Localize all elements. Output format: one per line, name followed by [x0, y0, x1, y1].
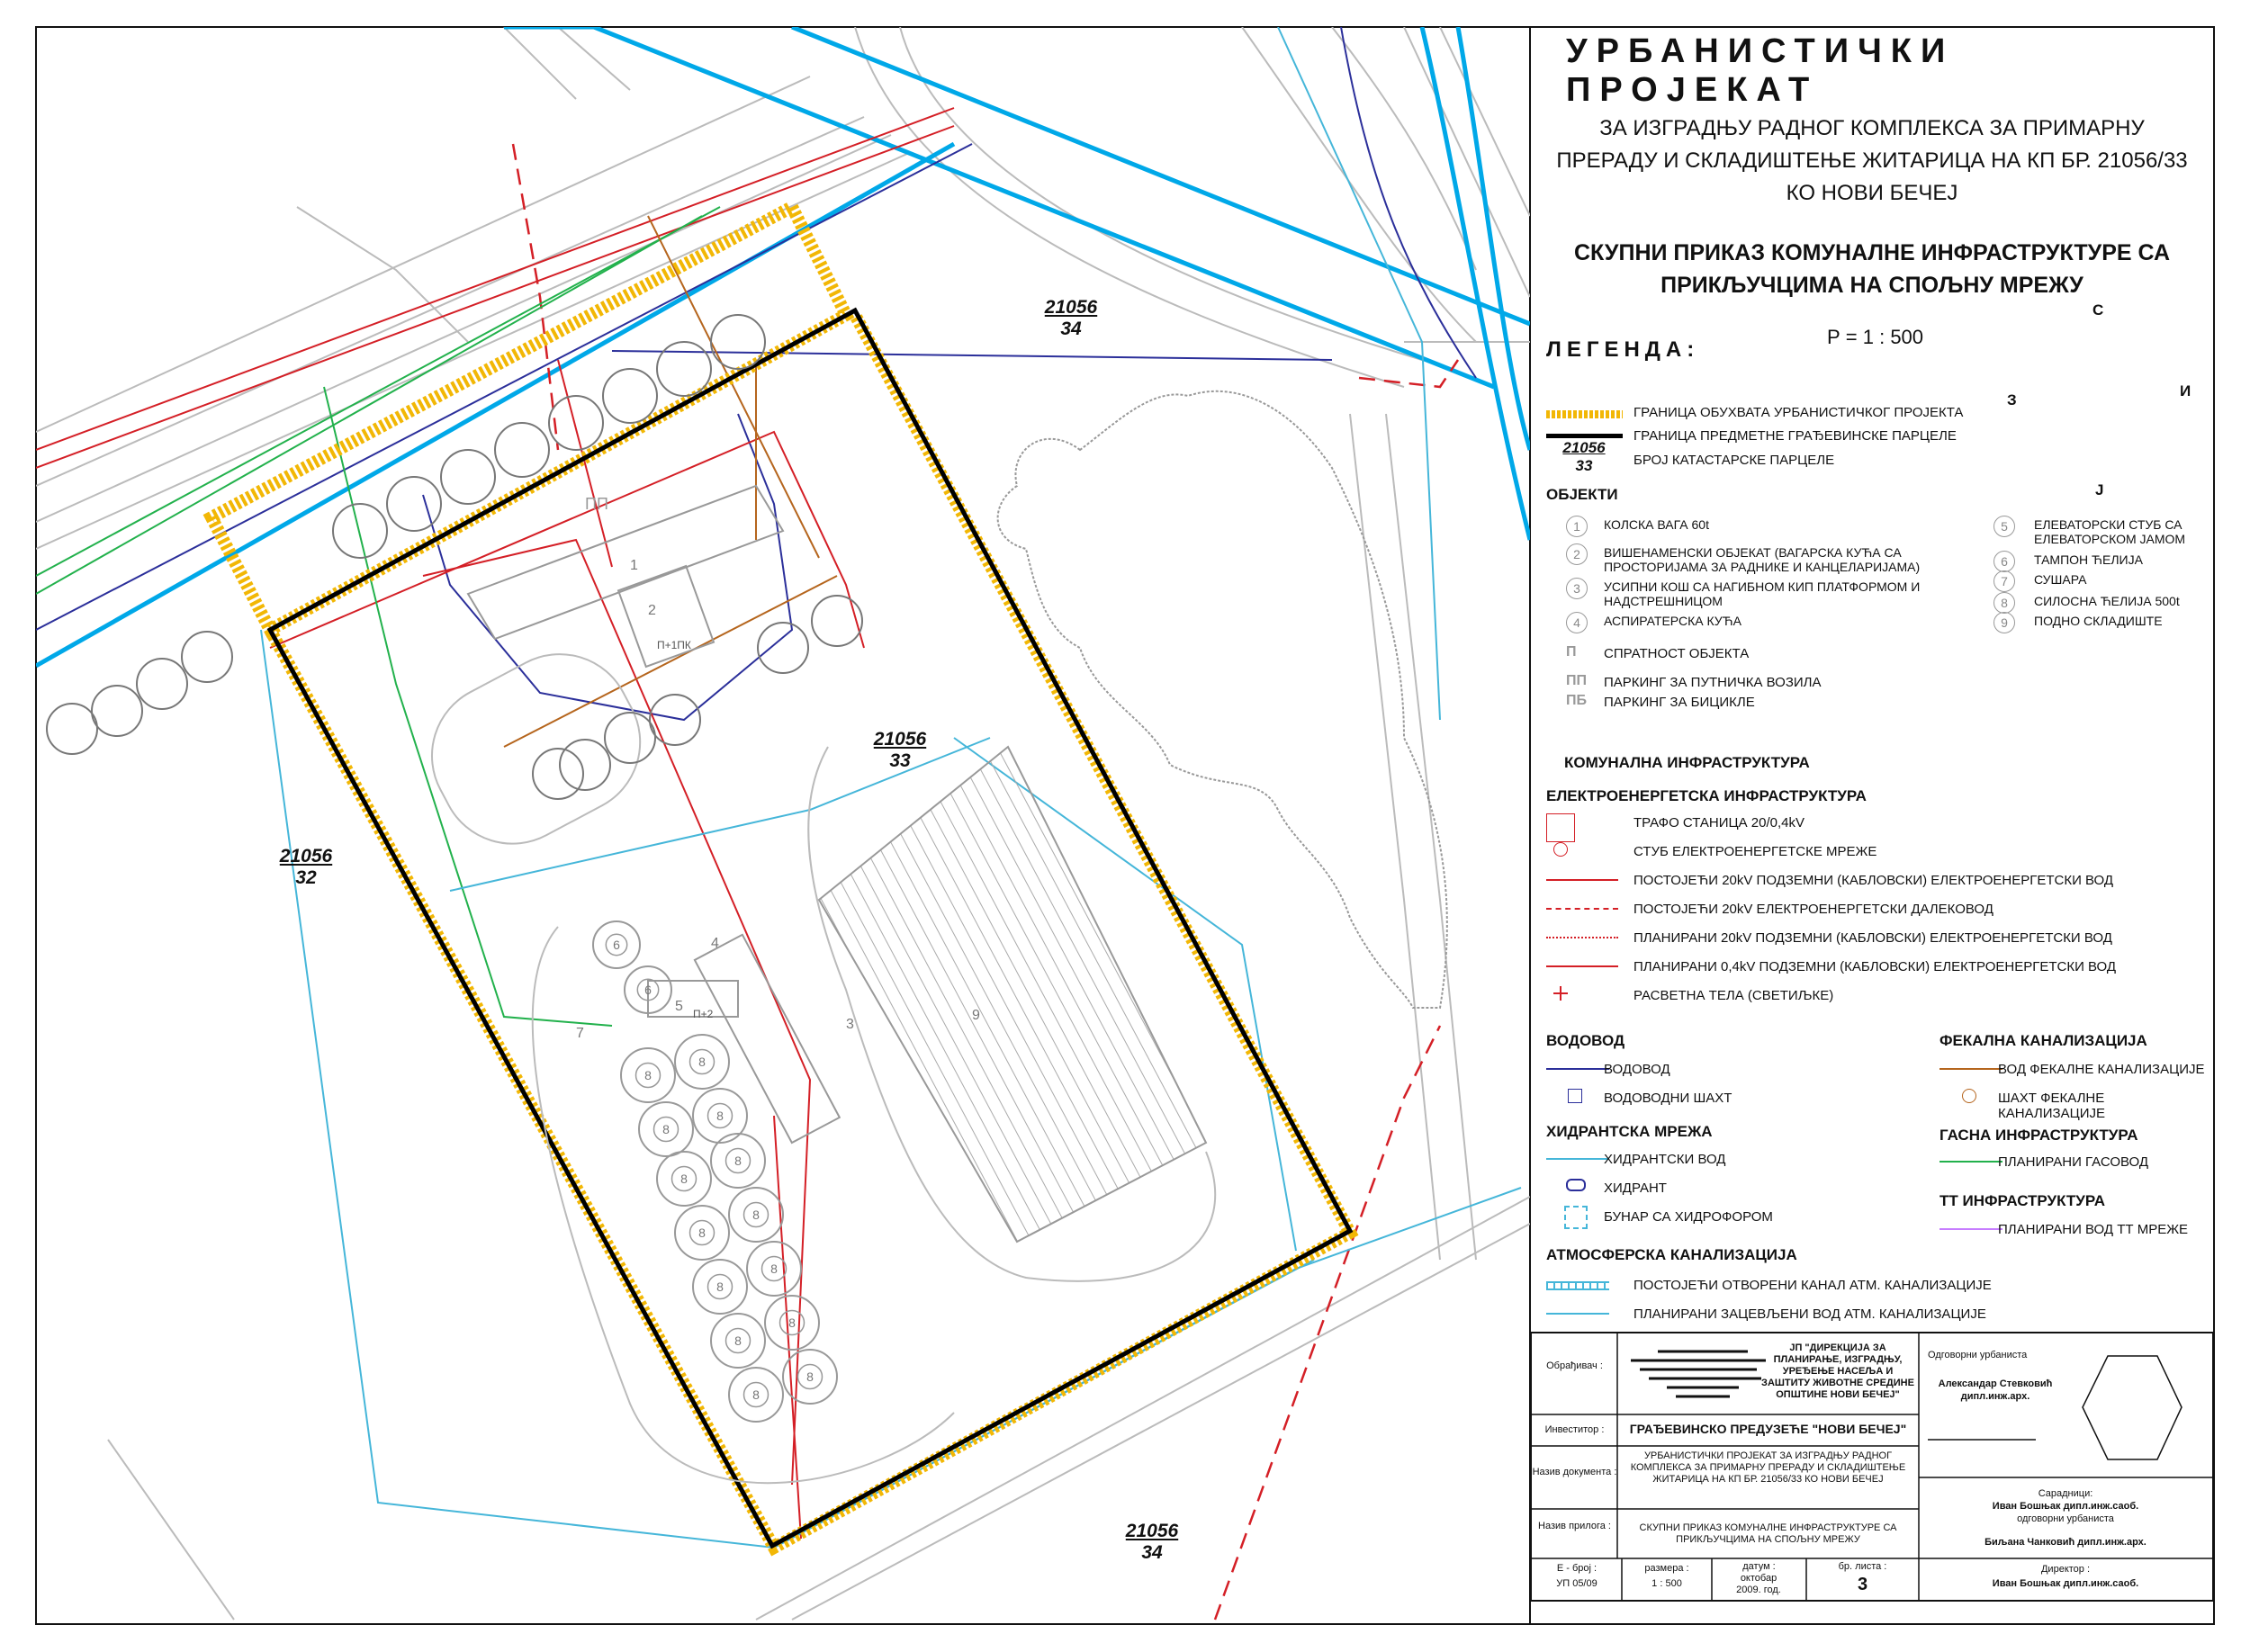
- tb-doc-label: Назив документа :: [1532, 1467, 1617, 1477]
- tb-date-value: октобар 2009. год.: [1736, 1573, 1781, 1595]
- tb-e-value: УП 05/09: [1556, 1578, 1598, 1589]
- silo-number: 8: [698, 1226, 706, 1240]
- parcel-bottom: 34: [1060, 319, 1082, 339]
- infra-heading: КОМУНАЛНА ИНФРАСТРУКТУРА: [1564, 754, 1810, 771]
- object-label: УСИПНИ КОШ СА НАГИБНОМ КИП ПЛАТФОРМОМ И НАДСТРЕШНИЦОМ: [1604, 579, 1921, 608]
- silo-number: 8: [734, 1154, 742, 1168]
- tt-label: ПЛАНИРАНИ ВОД ТТ МРЕЖЕ: [1998, 1222, 2189, 1237]
- storm-label: ПЛАНИРАНИ ЗАЦЕВЉЕНИ ВОД АТМ. КАНАЛИЗАЦИЈЕ: [1634, 1306, 1986, 1322]
- well-icon: [1564, 1206, 1588, 1229]
- silo-number: 8: [716, 1279, 724, 1294]
- parcel-bottom: 32: [295, 867, 317, 888]
- tb-director-name: Иван Бошњак дипл.инж.саоб.: [1992, 1578, 2139, 1589]
- silo-number: 8: [788, 1315, 796, 1330]
- parcel-bottom: 34: [1141, 1542, 1163, 1563]
- plan-title: УРБАНИСТИЧКИ ПРОЈЕКАТ: [1566, 32, 1955, 109]
- object-label: ВИШЕНАМЕНСКИ ОБЈЕКАТ (ВАГАРСКА КУЋА СА ПРОСТОРИЈАМА ЗА РАДНИКЕ И КАНЦЕЛАРИЈАМА): [1604, 545, 1921, 574]
- parcel-top: 21056: [873, 729, 927, 750]
- tb-planner-title: дипл.инж.арх.: [1960, 1391, 2030, 1402]
- subtitle-line: КО НОВИ БЕЧЕЈ: [1786, 181, 1958, 205]
- electric-symbol: [1546, 879, 1618, 881]
- hydrant-lines: [261, 27, 1521, 1548]
- tb-assoc-2: Биљана Чанковић дипл.инж.арх.: [1984, 1537, 2146, 1548]
- tb-planner-label: Одговорни урбаниста: [1928, 1350, 2028, 1360]
- object-number-badge: 7: [1994, 570, 2015, 592]
- misc-label: ПАРКИНГ ЗА ПУТНИЧКА ВОЗИЛА: [1604, 675, 1822, 690]
- tb-sheet-label: бр. листа :: [1838, 1561, 1887, 1572]
- parcel-label-west: [270, 846, 342, 889]
- object-number: 9: [972, 1008, 980, 1023]
- electric-label: ПОСТОЈЕЋИ 20kV ЕЛЕКТРОЕНЕРГЕТСКИ ДАЛЕКОВОД: [1634, 902, 1994, 917]
- silo-number: 8: [698, 1055, 706, 1069]
- electric-symbol: [1553, 842, 1568, 857]
- object-number-badge: 9: [1994, 612, 2015, 633]
- boundary-symbol: [1546, 410, 1623, 418]
- parcel-label-north: [1035, 297, 1107, 340]
- buildings: [468, 486, 1206, 1242]
- sewage-heading: ФЕКАЛНА КАНАЛИЗАЦИЈА: [1940, 1032, 2147, 1049]
- silo-number: 6: [613, 938, 620, 952]
- compass-east: И: [2180, 382, 2192, 400]
- object-number: 4: [711, 936, 719, 951]
- sewage-label: ВОД ФЕКАЛНЕ КАНАЛИЗАЦИЈЕ: [1998, 1062, 2205, 1077]
- legend-heading: ЛЕГЕНДА:: [1546, 337, 1700, 362]
- tb-scale-value: 1 : 500: [1652, 1578, 1682, 1589]
- gas-heading: ГАСНА ИНФРАСТРУКТУРА: [1940, 1127, 2138, 1144]
- tb-assoc-1: Иван Бошњак дипл.инж.саоб.: [1992, 1501, 2139, 1512]
- floor-label: П+1ПК: [657, 639, 691, 651]
- object-number-badge: 6: [1994, 551, 2015, 572]
- silo-number: 8: [662, 1122, 670, 1136]
- tt-line-symbol: [1940, 1228, 2002, 1230]
- title-block: [1530, 1332, 2214, 1602]
- water-line-symbol: [1546, 1068, 1609, 1070]
- hydrant-label: БУНАР СА ХИДРОФОРОМ: [1604, 1209, 1773, 1225]
- hydrant-label: ХИДРАНТ: [1604, 1181, 1667, 1196]
- misc-symbol: ПП: [1566, 673, 1587, 688]
- tb-author-label: Обрађивач :: [1546, 1360, 1603, 1371]
- parcel-label-center: [864, 729, 936, 772]
- silo-number: 8: [716, 1109, 724, 1123]
- plan-subtitle: [1548, 112, 2196, 210]
- object-label: СИЛОСНА ЋЕЛИЈА 500t: [2034, 594, 2180, 608]
- storm-channel-symbol: [1546, 1281, 1609, 1290]
- electric-symbol: [1546, 965, 1618, 967]
- object-number-badge: 3: [1566, 578, 1588, 599]
- sheet-title: [1548, 237, 2196, 301]
- water-shaft-symbol: [1568, 1089, 1582, 1103]
- object-label: ТАМПОН ЋЕЛИЈА: [2034, 552, 2143, 567]
- parcel-number-sample: [1557, 439, 1611, 475]
- site-plan-map: [36, 27, 1530, 1624]
- compass-west: З: [2007, 391, 2017, 409]
- object-number: 7: [576, 1026, 584, 1041]
- object-number-badge: 2: [1566, 543, 1588, 565]
- silo-number: 8: [770, 1261, 778, 1276]
- tb-e-label: Е - број :: [1556, 1563, 1598, 1574]
- gas-label: ПЛАНИРАНИ ГАСОВОД: [1998, 1154, 2148, 1170]
- object-number-badge: 5: [1994, 516, 2015, 537]
- subtitle-line: ПРЕРАДУ И СКЛАДИШТЕЊЕ ЖИТАРИЦА НА КП БР. 21056/33: [1556, 148, 2188, 173]
- electric-label: ПЛАНИРАНИ 0,4kV ПОДЗЕМНИ (КАБЛОВСКИ) ЕЛЕКТРОЕНЕРГЕТСКИ ВОД: [1634, 959, 2117, 974]
- parking-label: ПП: [585, 495, 608, 513]
- electric-label: ПОСТОЈЕЋИ 20kV ПОДЗЕМНИ (КАБЛОВСКИ) ЕЛЕКТРОЕНЕРГЕТСКИ ВОД: [1634, 873, 2114, 888]
- object-label: КОЛСКА ВАГА 60t: [1604, 517, 1709, 532]
- sewage-label: ШАХТ ФЕКАЛНЕ КАНАЛИЗАЦИЈЕ: [1998, 1091, 2105, 1121]
- storm-label: ПОСТОЈЕЋИ ОТВОРЕНИ КАНАЛ АТМ. КАНАЛИЗАЦИЈЕ: [1634, 1278, 1992, 1293]
- misc-symbol: ПБ: [1566, 693, 1587, 708]
- sample-bottom: 33: [1575, 457, 1593, 474]
- parcel-top: 21056: [279, 846, 333, 866]
- parcel-top: 21056: [1044, 297, 1098, 318]
- gas-line-symbol: [1940, 1161, 2002, 1163]
- tb-scale-label: размера :: [1644, 1563, 1689, 1574]
- legend-label: БРОЈ КАТАСТАРСКЕ ПАРЦЕЛЕ: [1634, 453, 1835, 468]
- tb-planner-name: Александар Стевковић: [1938, 1378, 2053, 1389]
- urban-project-boundary: [212, 207, 846, 630]
- tb-attach-label: Назив прилога :: [1538, 1521, 1611, 1531]
- water-label: ВОДОВОДНИ ШАХТ: [1604, 1091, 1732, 1106]
- silo-number: 8: [734, 1333, 742, 1348]
- silo-number: 8: [806, 1369, 814, 1384]
- hydrant-label: ХИДРАНТСКИ ВОД: [1604, 1152, 1726, 1167]
- parcel-boundary-symbol: [1546, 434, 1623, 438]
- misc-label: СПРАТНОСТ ОБЈЕКТА: [1604, 646, 1750, 661]
- silo-number: 8: [680, 1172, 688, 1186]
- parcel-top: 21056: [1125, 1521, 1179, 1541]
- object-label: СУШАРА: [2034, 572, 2087, 587]
- silo-number: 8: [752, 1208, 760, 1222]
- tb-doc-text: УРБАНИСТИЧКИ ПРОЈЕКАТ ЗА ИЗГРАДЊУ РАДНОГ КОМПЛЕКСА ЗА ПРИМАРНУ ПРЕРАДУ И СКЛАДИШТЕЊЕ ЖИТАРИЦА НА КП БР. 21056/33 КО НОВИ БЕЧЕЈ: [1630, 1450, 1906, 1485]
- object-label: ЕЛЕВАТОРСКИ СТУБ СА ЕЛЕВАТОРСКОМ ЈАМОМ: [2034, 517, 2186, 546]
- floor-label: П+2: [693, 1008, 714, 1020]
- water-label: ВОДОВОД: [1604, 1062, 1670, 1077]
- tb-attach-text: СКУПНИ ПРИКАЗ КОМУНАЛНЕ ИНФРАСТРУКТУРЕ СА ПРИКЉУЧЦИМА НА СПОЉНУ МРЕЖУ: [1639, 1522, 1897, 1545]
- object-number-badge: 1: [1566, 516, 1588, 537]
- electric-label: РАСВЕТНА ТЕЛА (СВЕТИЉКЕ): [1634, 988, 1834, 1003]
- water-heading: ВОДОВОД: [1546, 1032, 1625, 1049]
- storm-heading: АТМОСФЕРСКА КАНАЛИЗАЦИЈА: [1546, 1246, 1797, 1263]
- hydrant-line-symbol: [1546, 1158, 1609, 1160]
- silo-number: 6: [644, 983, 652, 997]
- electric-symbol: [1546, 937, 1618, 938]
- misc-symbol: П: [1566, 644, 1577, 660]
- electric-label: ТРАФО СТАНИЦА 20/0,4kV: [1634, 815, 1805, 830]
- parcel-bottom: 33: [889, 750, 911, 771]
- tb-director-label: Директор :: [2040, 1564, 2091, 1575]
- misc-label: ПАРКИНГ ЗА БИЦИКЛЕ: [1604, 695, 1755, 710]
- tb-date-label: датум :: [1742, 1561, 1776, 1572]
- construction-parcel-boundary: [270, 310, 1350, 1546]
- sewage-line-symbol: [1940, 1068, 2002, 1070]
- electric-symbol: [1546, 813, 1575, 842]
- storm-pipe-symbol: [1546, 1313, 1609, 1315]
- tb-sheet-value: 3: [1857, 1575, 1868, 1594]
- tb-investor-label: Инвеститор :: [1544, 1424, 1605, 1435]
- sewage-shaft-symbol: [1962, 1089, 1976, 1103]
- hydrant-heading: ХИДРАНТСКА МРЕЖА: [1546, 1123, 1713, 1140]
- electric-heading: ЕЛЕКТРОЕНЕРГЕТСКА ИНФРАСТРУКТУРА: [1546, 787, 1867, 804]
- parcel-label-south: [1116, 1521, 1188, 1564]
- legend-label: ГРАНИЦА ОБУХВАТА УРБАНИСТИЧКОГ ПРОЈЕКТА: [1634, 405, 1964, 420]
- site-plan-svg: [36, 27, 1530, 1624]
- silo-number: 8: [644, 1068, 652, 1082]
- object-number: 1: [630, 558, 638, 573]
- electric-label: СТУБ ЕЛЕКТРОЕНЕРГЕТСКЕ МРЕЖЕ: [1634, 844, 1877, 859]
- tb-assoc-label: Сарадници:: [2038, 1488, 2093, 1499]
- object-number-badge: 4: [1566, 612, 1588, 633]
- electric-label: ПЛАНИРАНИ 20kV ПОДЗЕМНИ (КАБЛОВСКИ) ЕЛЕКТРОЕНЕРГЕТСКИ ВОД: [1634, 930, 2112, 946]
- objects-heading: ОБЈЕКТИ: [1546, 486, 1618, 503]
- tt-heading: ТТ ИНФРАСТРУКТУРА: [1940, 1192, 2106, 1209]
- compass-south: Ј: [2095, 481, 2104, 498]
- object-number-badge: 8: [1994, 592, 2015, 614]
- compass-north: С: [2092, 301, 2104, 319]
- electric-symbol: [1546, 908, 1618, 910]
- object-label: АСПИРАТЕРСКА КУЋА: [1604, 614, 1742, 628]
- gas-lines: [36, 207, 720, 1026]
- sheet-title-line: ПРИКЉУЧЦИМА НА СПОЉНУ МРЕЖУ: [1660, 273, 2084, 298]
- silo-number: 8: [752, 1387, 760, 1402]
- tb-investor-text: ГРАЂЕВИНСКО ПРЕДУЗЕЋЕ "НОВИ БЕЧЕЈ": [1629, 1422, 1907, 1436]
- object-number: 3: [846, 1017, 854, 1032]
- scale-label: Р = 1 : 500: [1827, 326, 1924, 348]
- electric-symbol: [1553, 986, 1568, 1001]
- electric-lines: [36, 108, 954, 1539]
- subtitle-line: ЗА ИЗГРАДЊУ РАДНОГ КОМПЛЕКСА ЗА ПРИМАРНУ: [1599, 116, 2145, 140]
- object-number: 2: [648, 603, 656, 618]
- tb-author-text: ЈП "ДИРЕКЦИЈА ЗА ПЛАНИРАЊЕ, ИЗГРАДЊУ, УРЕЂЕЊЕ НАСЕЉА И ЗАШТИТУ ЖИВОТНЕ СРЕДИНЕ ОПШТИНЕ НОВИ БЕЧЕЈ": [1761, 1342, 1914, 1400]
- sample-top: 21056: [1562, 439, 1606, 456]
- tb-assoc-role: одговорни урбаниста: [2017, 1513, 2114, 1524]
- object-label: ПОДНО СКЛАДИШТЕ: [2034, 614, 2163, 628]
- hydrant-icon: [1566, 1179, 1586, 1191]
- legend-label: ГРАНИЦА ПРЕДМЕТНЕ ГРАЂЕВИНСКЕ ПАРЦЕЛЕ: [1634, 428, 1957, 444]
- object-number: 5: [675, 999, 683, 1014]
- sheet-title-line: СКУПНИ ПРИКАЗ КОМУНАЛНЕ ИНФРАСТРУКТУРЕ СА: [1573, 240, 2171, 265]
